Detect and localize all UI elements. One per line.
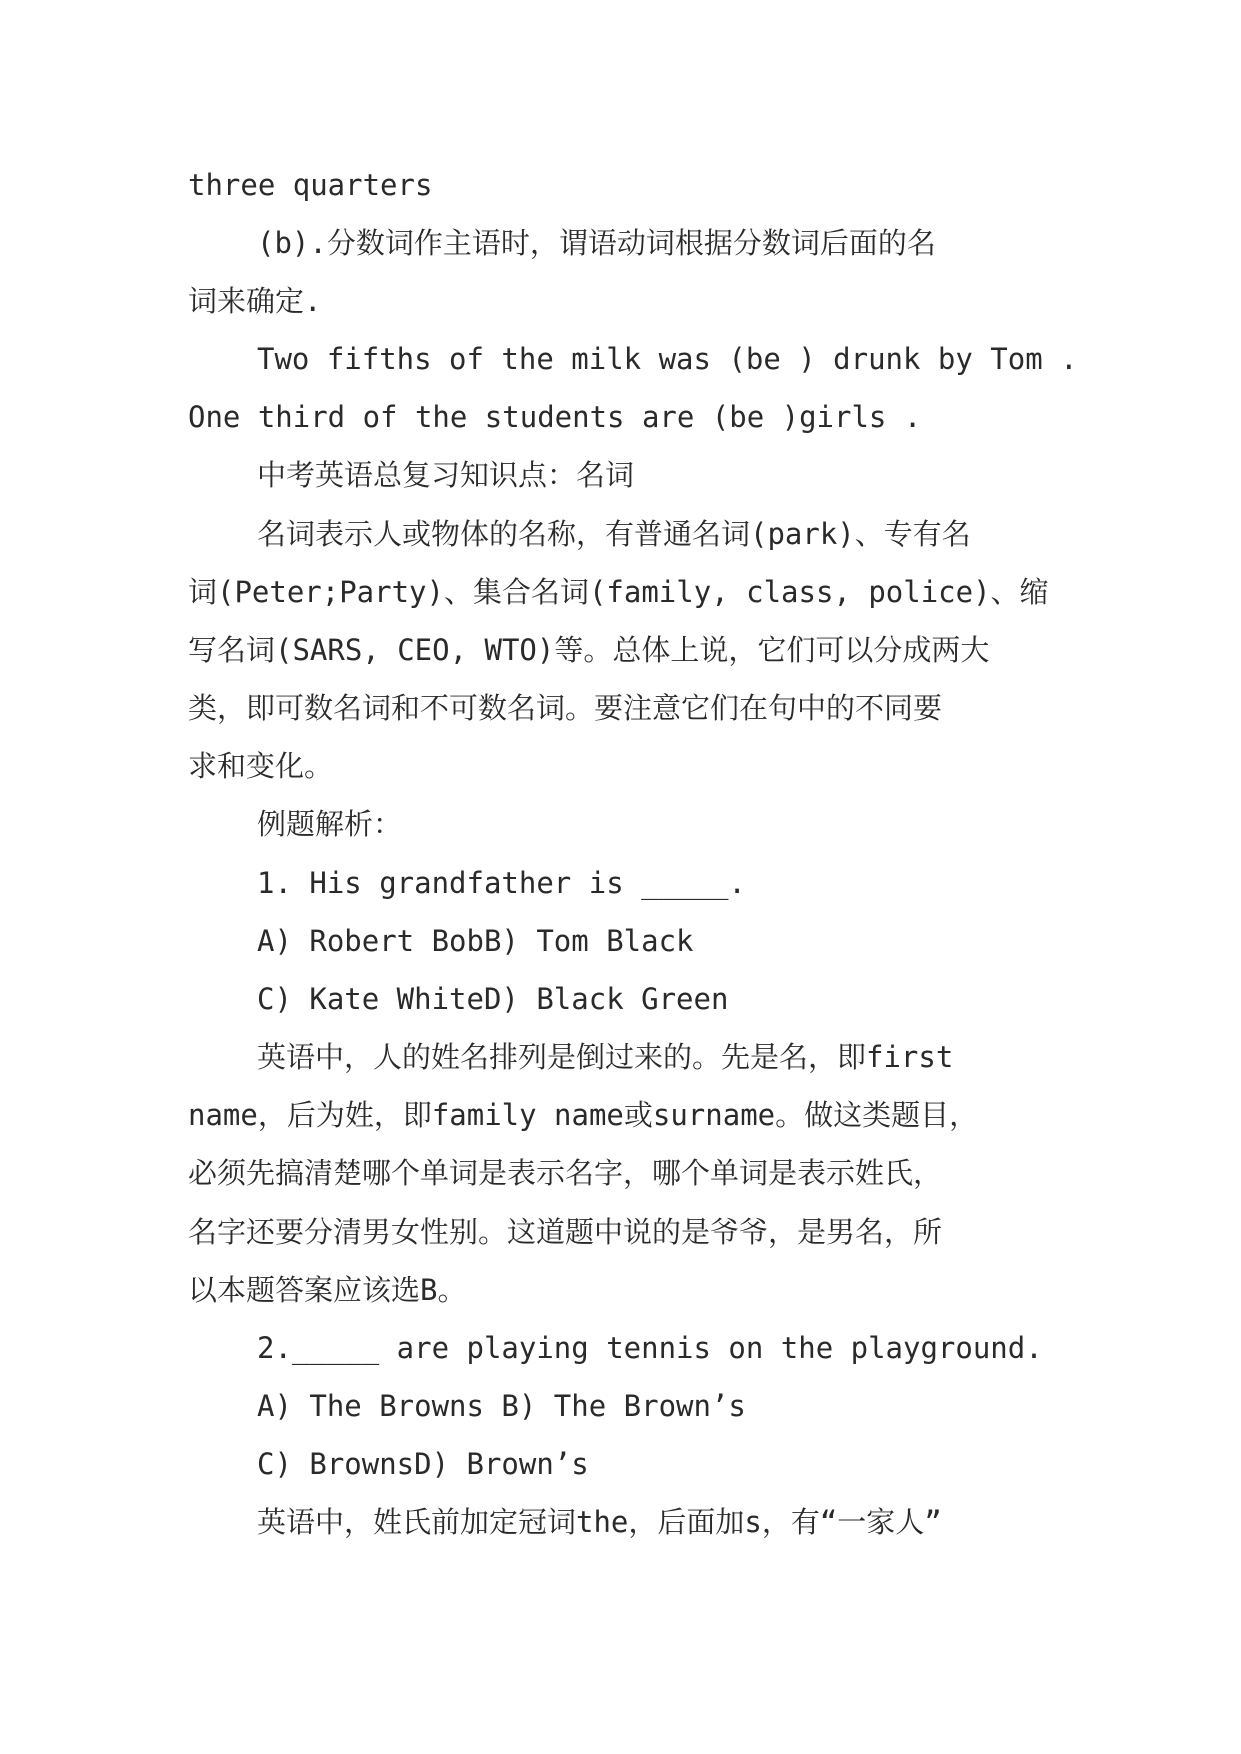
explanation-1-line-4: 名字还要分清男女性别。这道题中说的是爷爷，是男名，所 xyxy=(188,1215,943,1249)
text-line-fraction-rule: (b).分数词作主语时，谓语动词根据分数词后面的名 xyxy=(257,226,936,260)
question-1-options-cd: C) Kate WhiteD) Black Green xyxy=(257,982,729,1016)
question-1-options-ab: A) Robert BobB) Tom Black xyxy=(257,924,694,958)
question-1: 1. His grandfather is _____. xyxy=(257,866,746,900)
text-line-noun-definition-3: 写名词(SARS, CEO, WTO)等。总体上说，它们可以分成两大 xyxy=(188,633,990,667)
text-line-example-sentence-2: One third of the students are (be )girls . xyxy=(188,400,922,434)
text-line-example-sentence-1: Two fifths of the milk was (be ) drunk by Tom . xyxy=(257,342,1078,376)
text-line-noun-definition-2: 词(Peter;Party)、集合名词(family, class, police)、缩 xyxy=(188,575,1049,609)
subheading-examples: 例题解析： xyxy=(257,807,403,841)
question-2: 2._____ are playing tennis on the playground. xyxy=(257,1331,1043,1365)
question-2-options-cd: C) BrownsD) Brown’s xyxy=(257,1447,589,1481)
explanation-1-line-5: 以本题答案应该选B。 xyxy=(188,1273,467,1307)
text-line-fraction-rule-cont: 词来确定. xyxy=(188,284,322,318)
explanation-2-line-1: 英语中，姓氏前加定冠词the，后面加s，有“一家人” xyxy=(257,1505,942,1539)
text-line-noun-definition-4: 类，即可数名词和不可数名词。要注意它们在句中的不同要 xyxy=(188,691,943,725)
explanation-1-line-1: 英语中，人的姓名排列是倒过来的。先是名，即first xyxy=(257,1040,954,1074)
text-line-noun-definition-5: 求和变化。 xyxy=(188,749,334,783)
section-heading-nouns: 中考英语总复习知识点：名词 xyxy=(257,458,635,492)
explanation-1-line-2: name，后为姓，即family name或surname。做这类题目， xyxy=(188,1098,979,1132)
text-line-noun-definition: 名词表示人或物体的名称，有普通名词(park)、专有名 xyxy=(257,517,971,551)
question-2-options-ab: A) The Browns B) The Brown’s xyxy=(257,1389,746,1423)
explanation-1-line-3: 必须先搞清楚哪个单词是表示名字，哪个单词是表示姓氏， xyxy=(188,1156,943,1190)
text-line-fraction-example: three quarters xyxy=(188,168,433,202)
